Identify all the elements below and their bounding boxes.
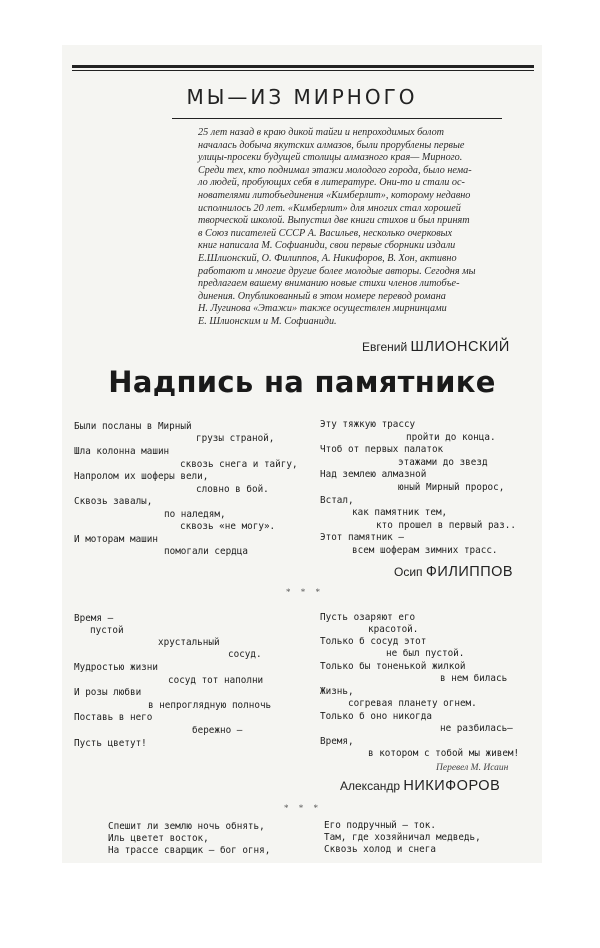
poem-title: Надпись на памятнике: [108, 365, 496, 399]
author-first-name: Евгений: [362, 340, 408, 354]
author-shlionsky: [362, 339, 510, 355]
poem-line: Поставь в него: [74, 712, 153, 723]
poem-line: Только б сосуд этот: [320, 636, 427, 647]
poem-line: этажами до звезд: [398, 457, 488, 468]
poem-line: в нем билась: [440, 673, 508, 684]
poem-line: помогали сердца: [164, 546, 248, 557]
poem-line: кто прошел в первый раз..: [376, 520, 516, 531]
poem-line: И моторам машин: [74, 534, 158, 545]
poem-line: как памятник тем,: [352, 507, 448, 518]
poem-line: сосуд тот наполни: [168, 675, 264, 686]
poem-line: Пусть цветут!: [74, 738, 147, 749]
title-underline: [172, 118, 502, 119]
poem-line: Время,: [320, 736, 354, 747]
intro-paragraph: 25 лет назад в краю дикой тайги и непроходимых болот началась добыча якутских алмазов, были прорублены первые улицы-просеки будущей столицы алмазного края— Мирного. Среди тех, кто поднимал этажи молодого города, было нема- ло людей, пробующих себя в литературе. Они-то и стали ос- нователями литобъединения «Кимберлит», которому недавно исполнилось 20 лет. «Кимберлит» для многих стал хорошей творческой школой. Выпустил две книги стихов и был принят в Союз писателей СССР А. Васильев, несколько очерковых книг написала М. Софианиди, свои первые сборники издали Е.Шлионский, О. Филиппов, А. Никифоров, В. Хон, активно работают и многие другие более молодые авторы. Сегодня мы предлагаем вашему вниманию новые стихи членов литобъе- динения. Опубликованный в этом номере перевод романа Н. Лугинова «Этажи» также осуществлен мирнинцами Е. Шлионским и М. Софианиди.: [198, 127, 476, 327]
magazine-page: [62, 45, 542, 863]
poem-line: согревая планету огнем.: [348, 698, 477, 709]
poem-line: Встал,: [320, 495, 354, 506]
poem-line: в котором с тобой мы живем!: [368, 748, 520, 759]
poem-line: Сквозь холод и снега: [324, 844, 436, 855]
poem-line: Эту тяжкую трассу: [320, 419, 416, 430]
divider-stars: * * *: [286, 587, 324, 597]
author-first-name: Александр: [340, 779, 401, 793]
poem-line: Там, где хозяйничал медведь,: [324, 832, 481, 843]
poem-line: по наледям,: [164, 509, 226, 520]
poem-line: грузы страной,: [196, 433, 275, 444]
poem-line: Этот памятник —: [320, 532, 404, 543]
poem-line: всем шоферам зимних трасс.: [352, 545, 498, 556]
poem-line: Только б оно никогда: [320, 711, 432, 722]
author-first-name: Осип: [394, 565, 423, 579]
poem-line: юный Мирный пророс,: [398, 482, 505, 493]
poem-line: На трассе сварщик — бог огня,: [108, 845, 271, 856]
poem-line: красотой.: [368, 624, 419, 635]
section-title: МЫ—ИЗ МИРНОГО: [186, 85, 418, 109]
top-rule-thick: [72, 65, 534, 68]
poem-line: Пусть озаряют его: [320, 612, 416, 623]
poem-line: пустой: [90, 625, 124, 636]
top-rule-thin: [72, 70, 534, 71]
author-last-name: ШЛИОНСКИЙ: [410, 339, 510, 355]
poem-line: Были посланы в Мирный: [74, 421, 192, 432]
author-nikiforov: [340, 778, 500, 794]
divider-stars: * * *: [284, 803, 322, 813]
poem-line: сквозь «не могу».: [180, 521, 276, 532]
poem-line: Напролом их шоферы вели,: [74, 471, 209, 482]
poem-line: Над землею алмазной: [320, 469, 427, 480]
poem-line: Шла колонна машин: [74, 446, 170, 457]
author-last-name: ФИЛИППОВ: [425, 564, 514, 580]
poem-line: И розы любви: [74, 687, 142, 698]
author-last-name: НИКИФОРОВ: [403, 778, 501, 794]
poem-line: Только бы тоненькой жилкой: [320, 661, 466, 672]
poem-line: Его подручный — ток.: [324, 820, 436, 831]
poem-line: Время —: [74, 613, 114, 624]
poem-line: сосуд.: [228, 649, 262, 660]
poem-line: Чтоб от первых палаток: [320, 444, 444, 455]
poem-line: хрустальный: [158, 637, 220, 648]
poem-line: Спешит ли землю ночь обнять,: [108, 821, 265, 832]
poem-line: Мудростью жизни: [74, 662, 158, 673]
poem-line: не разбилась—: [440, 723, 513, 734]
poem-line: бережно —: [192, 725, 243, 736]
poem-line: в непроглядную полночь: [148, 700, 272, 711]
poem-line: пройти до конца.: [406, 432, 496, 443]
poem-line: Иль цветет восток,: [108, 833, 209, 844]
author-filippov: [394, 564, 513, 580]
poem-line: не был пустой.: [386, 648, 465, 659]
poem-line: Сквозь завалы,: [74, 496, 153, 507]
poem-line: сквозь снега и тайгу,: [180, 459, 298, 470]
translator-credit: Перевел М. Исаин: [436, 763, 509, 773]
poem-line: Жизнь,: [320, 686, 354, 697]
poem-line: словно в бой.: [196, 484, 269, 495]
